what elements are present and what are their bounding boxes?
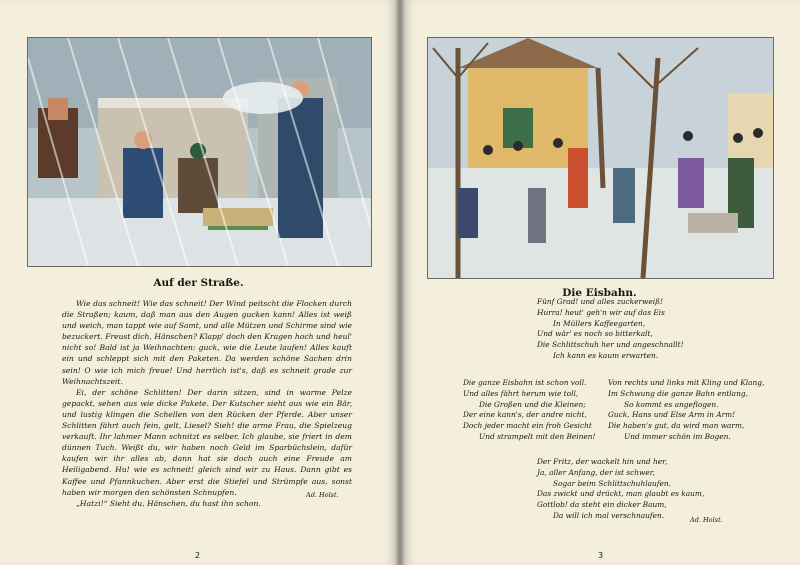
verse-line: Ja, aller Anfang, der ist schwer, <box>537 467 655 477</box>
verse-line: Guck, Hans und Else Arm in Arm! <box>608 410 736 420</box>
left-signature: Ad. Holst. <box>306 491 339 499</box>
verse-line: Und immer schön im Bogen. <box>624 431 731 441</box>
verse-line: Das zwickt und drückt, man glaubt es kaum, <box>537 489 705 499</box>
book-gutter <box>396 0 404 565</box>
verse-line: In Müllers Kaffeegarten, <box>553 318 646 328</box>
verse-line: Fünf Grad! und alles zuckerweiß! <box>537 297 664 306</box>
poem-stanza-3 <box>608 378 764 443</box>
verse-line: Die Großen und die Kleinen; <box>479 399 586 409</box>
verse-line: Die haben's gut, da wird man warm, <box>608 421 745 431</box>
verse-line: Doch jeder macht ein froh Gesicht <box>463 421 592 431</box>
poem-title: Die Eisbahn. <box>562 287 637 299</box>
right-page-number: 3 <box>598 551 604 560</box>
verse-line: Und strampelt mit den Beinen! <box>479 431 596 441</box>
verse-line: Da will ich mal verschnaufen. <box>553 510 665 520</box>
poem-stanza-2 <box>463 378 596 443</box>
left-page-number: 2 <box>195 551 201 560</box>
poem-stanza-4 <box>537 457 704 522</box>
verse-line: Ich kann es kaum erwarten. <box>553 350 659 360</box>
verse-line: Sogar beim Schlittschuhlaufen. <box>553 478 671 488</box>
story-text <box>62 298 352 509</box>
verse-line: Und wär' es noch so bitterkalt, <box>537 329 653 339</box>
verse-line: Die ganze Eisbahn ist schon voll. <box>463 378 587 387</box>
snowy-street-illustration <box>27 37 372 267</box>
verse-line: Und alles fährt herum wie toll, <box>463 388 579 398</box>
ice-rink-illustration <box>427 37 774 279</box>
story-paragraph-1: Wie das schneit! Wie das schneit! Der Wind peitscht die Flocken durch die Straßen; kaum, daß man aus den Augen gucken kann! Alles ist weiß und weich, man tappt wie auf Samt, und alle Mützen und Schirme sind wie bezuckert. Freust dich, Hänschen? Klapp' doch den Kragen hoch und heul' nicht so! Bald ist ja Weihnachten: guck, wie die Leute laufen! Alles kauft ein und schleppt sich mit den Paketen. Da werden schöne Sachen drin sein! O wie ich mich freue! Und herrlich ist's, daß es schneit grade zur Weihnachtszeit. <box>62 299 352 386</box>
poem-stanza-1 <box>537 297 684 362</box>
right-signature: Ad. Holst. <box>690 516 723 524</box>
verse-line: Gottlob! da steht ein dicker Baum, <box>537 500 667 510</box>
verse-line: Im Schwung die ganze Bahn entlang, <box>608 388 748 398</box>
verse-line: Die Schlittschuh her und angeschnallt! <box>537 340 684 350</box>
verse-line: So kommt es angeflogen. <box>624 399 719 409</box>
verse-line: Der Fritz, der wackelt hin und her, <box>537 457 668 466</box>
verse-line: Hurra! heut' geh'n wir auf das Eis <box>537 307 665 317</box>
story-paragraph-3: „Hatzi!“ Sieht du, Hänschen, du hast ihn schon. <box>76 498 261 508</box>
verse-line: Der eine kann's, der andre nicht, <box>463 410 587 420</box>
story-paragraph-2: Ei, der schöne Schlitten! Der darin sitzen, sind in warme Pelze gepackt, sehen aus wie dicke Pakete. Der Kutscher sieht aus wie ein Bär, und lustig klingen die Schellen von den Rücken der Pferde. Aber unser Schlitten fährt auch fein, gelt, Liesel? Sieh! die arme Frau, die Spielzeug verkauft. Ihr lahmer Mann schnitzt es selber. Ich glaube, sie friert in dem dünnen Tuch. Weißt du, wir haben noch Geld im Sparbüchslein, dafür kaufen wir ihr alles ab, dann hat sie doch auch eine Freude am Heiligabend. Hu! wie es schneit! gleich sind wir zu Haus. Dann gibt es Kaffee und Pfannkuchen. Aber erst die Stiefel und Strümpfe aus, sonst haben wir morgen den schönsten Schnupfen. <box>62 387 352 497</box>
story-title: Auf der Straße. <box>153 277 244 289</box>
verse-line: Von rechts und links mit Kling und Klang, <box>608 378 765 387</box>
